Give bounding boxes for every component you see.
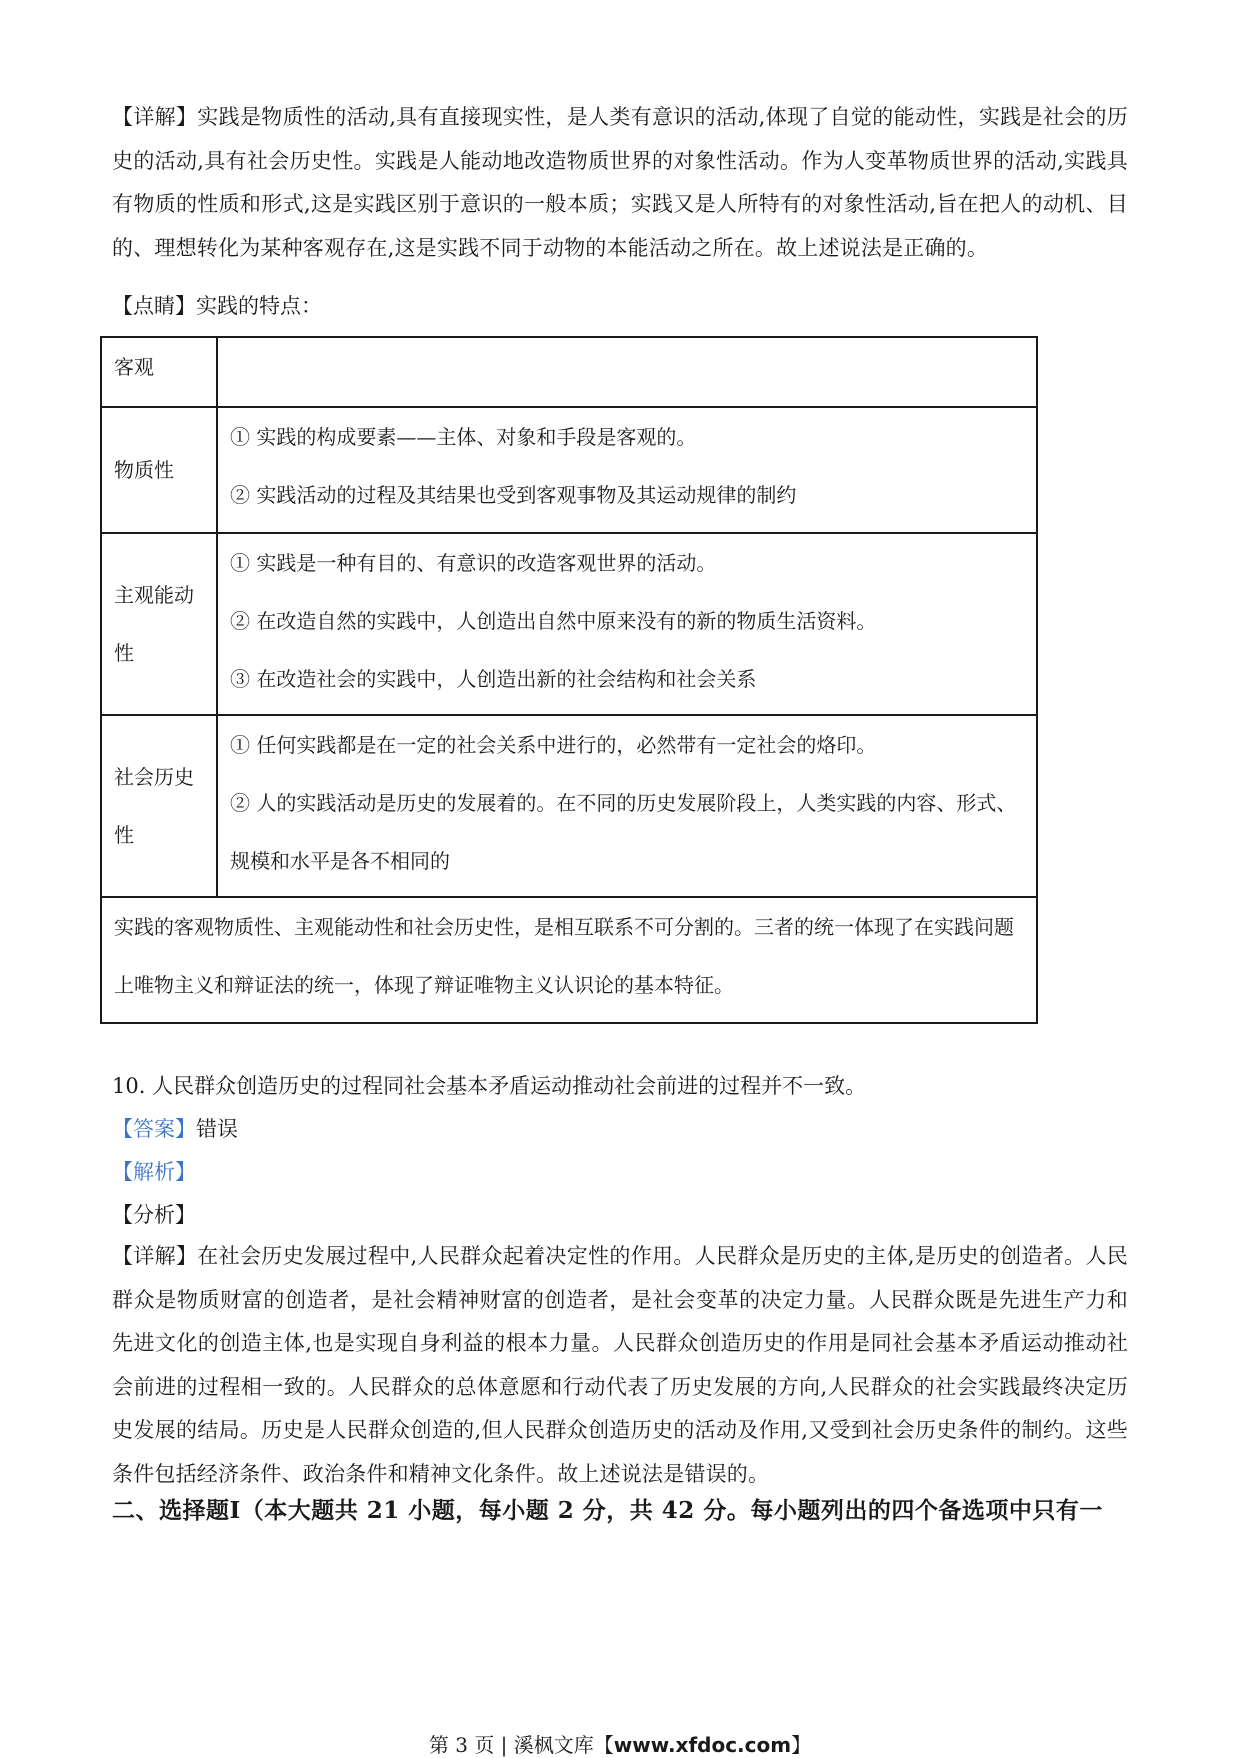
analysis-label: 【解析】: [112, 1160, 196, 1184]
dianjing-text: 实践的特点：: [196, 294, 322, 318]
table-item: ② 在改造自然的实践中，人创造出自然中原来没有的新的物质生活资料。: [230, 609, 877, 633]
table-summary: 实践的客观物质性、主观能动性和社会历史性，是相互联系不可分割的。三者的统一体现了在实践问题上唯物主义和辩证法的统一，体现了辩证唯物主义认识论的基本特征。: [101, 897, 1037, 1023]
row-label: 主观能动性: [101, 533, 217, 715]
fenxi-label: 【分析】: [112, 1203, 196, 1227]
row-content: [217, 533, 1037, 715]
table-item: ③ 在改造社会的实践中，人创造出新的社会结构和社会关系: [230, 667, 757, 691]
dianjing-line: [112, 290, 322, 320]
footer-url-link[interactable]: www.xfdoc.com: [613, 1733, 792, 1757]
table-row: [101, 407, 1037, 533]
table-item: ② 实践活动的过程及其结果也受到客观事物及其运动规律的制约: [230, 483, 797, 507]
row-label: 社会历史性: [101, 715, 217, 897]
row-content: [217, 715, 1037, 897]
question-10: 10. 人民群众创造历史的过程同社会基本矛盾运动推动社会前进的过程并不一致。: [112, 1074, 867, 1098]
table-row: [101, 533, 1037, 715]
table-item: ① 任何实践都是在一定的社会关系中进行的，必然带有一定社会的烙印。: [230, 733, 877, 757]
detail-label: 【详解】: [112, 1244, 198, 1268]
answer-value: 错误: [196, 1117, 238, 1141]
detail-paragraph-1: [112, 96, 1128, 270]
table-item: ① 实践是一种有目的、有意识的改造客观世界的活动。: [230, 551, 717, 575]
dianjing-label: 【点睛】: [112, 294, 196, 318]
section-heading: 二、选择题Ⅰ（本大题共 21 小题，每小题 2 分，共 42 分。每小题列出的四个备选项中只有一: [112, 1497, 1103, 1524]
practice-features-table: [100, 336, 1038, 1024]
table-row: [101, 715, 1037, 897]
table-row: [101, 337, 1037, 407]
table-item: ② 人的实践活动是历史的发展着的。在不同的历史发展阶段上，人类实践的内容、形式、规模和水平是各不相同的: [230, 791, 1017, 873]
detail-label: 【详解】: [112, 105, 198, 129]
footer-page: 第 3 页 | 溪枫文库: [428, 1733, 594, 1757]
answer-line: [112, 1113, 238, 1143]
table-row: [101, 897, 1037, 1023]
detail-text: 实践是物质性的活动,具有直接现实性，是人类有意识的活动,体现了自觉的能动性，实践是社会的历史的活动,具有社会历史性。实践是人能动地改造物质世界的对象性活动。作为人变革物质世界的活动,实践具有物质的性质和形式,这是实践区别于意识的一般本质；实践又是人所特有的对象性活动,旨在把人的动机、目的、理想转化为某种客观存在,这是实践不同于动物的本能活动之所在。故上述说法是正确的。: [112, 105, 1128, 260]
detail-text: 在社会历史发展过程中,人民群众起着决定性的作用。人民群众是历史的主体,是历史的创造者。人民群众是物质财富的创造者，是社会精神财富的创造者，是社会变革的决定力量。人民群众既是先进生产力和先进文化的创造主体,也是实现自身利益的根本力量。人民群众创造历史的作用是同社会基本矛盾运动推动社会前进的过程相一致的。人民群众的总体意愿和行动代表了历史发展的方向,人民群众的社会实践最终决定历史发展的结局。历史是人民群众创造的,但人民群众创造历史的活动及作用,又受到社会历史条件的制约。这些条件包括经济条件、政治条件和精神文化条件。故上述说法是错误的。: [112, 1244, 1128, 1486]
detail-paragraph-2: [112, 1235, 1128, 1496]
row-content: [217, 337, 1037, 407]
row-label: 物质性: [101, 407, 217, 533]
table-item: ① 实践的构成要素——主体、对象和手段是客观的。: [230, 425, 697, 449]
footer-bracket-open: 【: [593, 1733, 614, 1757]
footer-bracket-close: 】: [791, 1733, 812, 1757]
row-label: 客观: [101, 337, 217, 407]
row-content: [217, 407, 1037, 533]
answer-label: 【答案】: [112, 1117, 196, 1141]
